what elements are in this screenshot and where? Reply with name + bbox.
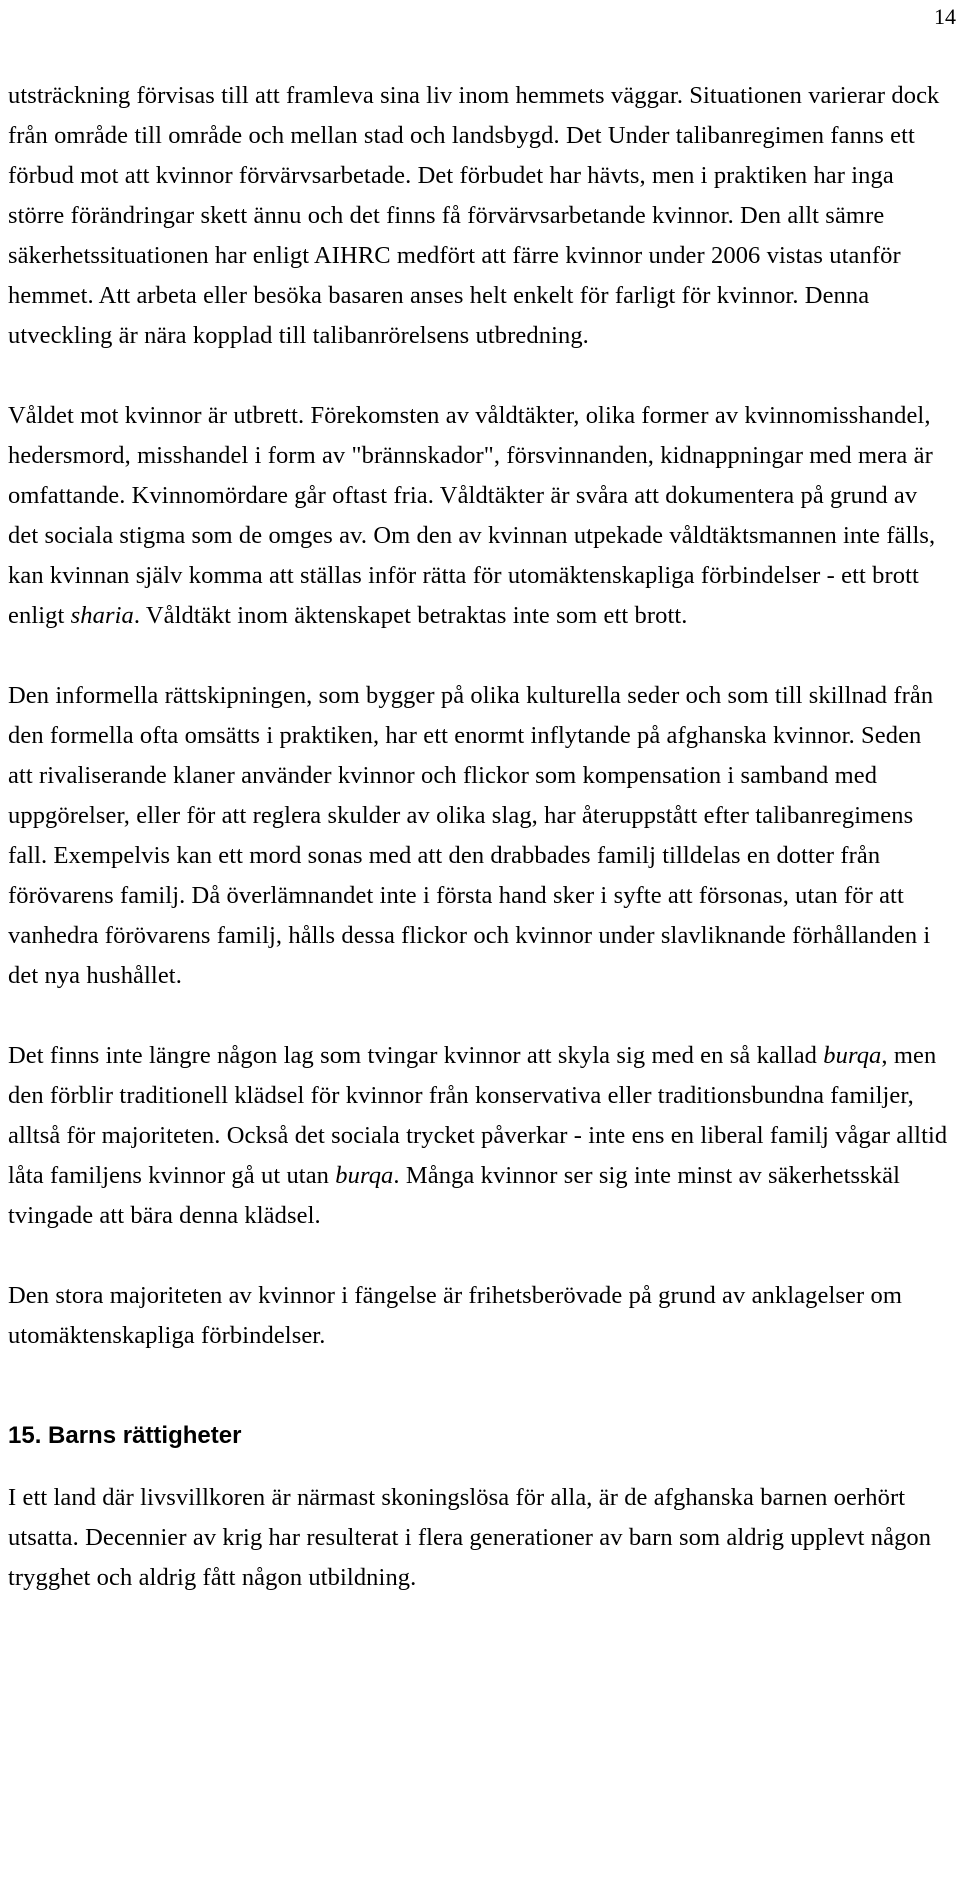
paragraph-burqa-italic-1: burqa bbox=[823, 1042, 882, 1069]
paragraph-spacer bbox=[8, 356, 952, 396]
paragraph-violence-text-end: . Våldtäkt inom äktenskapet betraktas inte som ett brott. bbox=[133, 602, 688, 629]
paragraph-spacer bbox=[8, 636, 952, 676]
paragraph-burqa bbox=[8, 1036, 952, 1236]
paragraph-burqa-text-1: Det finns inte längre någon lag som tvingar kvinnor att skyla sig med en så kallad bbox=[8, 1042, 824, 1069]
section-spacer bbox=[8, 1356, 952, 1416]
paragraph-spacer bbox=[8, 1236, 952, 1276]
document-body bbox=[8, 76, 952, 1598]
paragraph-spacer bbox=[8, 996, 952, 1036]
paragraph-violence bbox=[8, 396, 952, 636]
paragraph-children: I ett land där livsvillkoren är närmast skoningslösa för alla, är de afghanska barnen oerhört utsatta. Decennier av krig har resulterat i flera generationer av barn som aldrig upplevt någon trygghet och aldrig fått någon utbildning. bbox=[8, 1484, 932, 1591]
paragraph-burqa-text-3: . Många kvinnor ser sig inte minst av säkerhetsskäl tvingade att bära denna klädsel. bbox=[8, 1162, 900, 1229]
paragraph-violence-sharia: sharia bbox=[70, 602, 134, 629]
heading-spacer bbox=[8, 1456, 952, 1478]
paragraph-burqa-italic-2: burqa bbox=[335, 1162, 394, 1189]
page-number: 14 bbox=[934, 4, 956, 29]
paragraph-violence-text: Våldet mot kvinnor är utbrett. Förekomsten av våldtäkter, olika former av kvinnomisshandel, hedersmord, misshandel i form av "brännskador", försvinnanden, kidnappningar med mera är omfattande. Kvinnomördare går oftast fria. Våldtäkter är svåra att dokumentera på grund av det sociala stigma som de omges av. Om den av kvinnan utpekade våldtäktsmannen inte fälls, kan kvinnan själv komma att ställas inför rätta för utomäktenskapliga förbindelser - ett brott enligt bbox=[8, 402, 936, 629]
paragraph-burqa-text-2: , men den förblir traditionell klädsel för kvinnor från konservativa eller traditionsbundna familjer, alltså för majoriteten. Också det sociala trycket påverkar - inte ens en liberal familj vågar alltid låta familjens kvinnor gå ut utan bbox=[8, 1042, 948, 1189]
paragraph-informal-justice: Den informella rättskipningen, som bygger på olika kulturella seder och som till skillnad från den formella ofta omsätts i praktiken, har ett enormt inflytande på afghanska kvinnor. Seden att rivaliserande klaner använder kvinnor och flickor som kompensation i samband med uppgörelser, eller för att reglera skulder av olika slag, har återuppstått efter talibanregimens fall. Exempelvis kan ett mord sonas med att den drabbades familj tilldelas en dotter från förövarens familj. Då överlämnandet inte i första hand sker i syfte att försonas, utan för att vanhedra förövarens familj, hålls dessa flickor och kvinnor under slavliknande förhållanden i det nya hushållet. bbox=[8, 682, 934, 989]
paragraph-employment: utsträckning förvisas till att framleva sina liv inom hemmets väggar. Situationen varierar dock från område till område och mellan stad och landsbygd. Det Under talibanregimen fanns ett förbud mot att kvinnor förvärvsarbetade. Det förbudet har hävts, men i praktiken har inga större förändringar skett ännu och det finns få förvärvsarbetande kvinnor. Den allt sämre säkerhetssituationen har enligt AIHRC medfört att färre kvinnor under 2006 vistas utanför hemmet. Att arbeta eller besöka basaren anses helt enkelt för farligt för kvinnor. Denna utveckling är nära kopplad till talibanrörelsens utbredning. bbox=[8, 82, 940, 349]
section-heading: 15. Barns rättigheter bbox=[8, 1422, 242, 1449]
paragraph-prison: Den stora majoriteten av kvinnor i fängelse är frihetsberövade på grund av anklagelser om utomäktenskapliga förbindelser. bbox=[8, 1282, 902, 1349]
